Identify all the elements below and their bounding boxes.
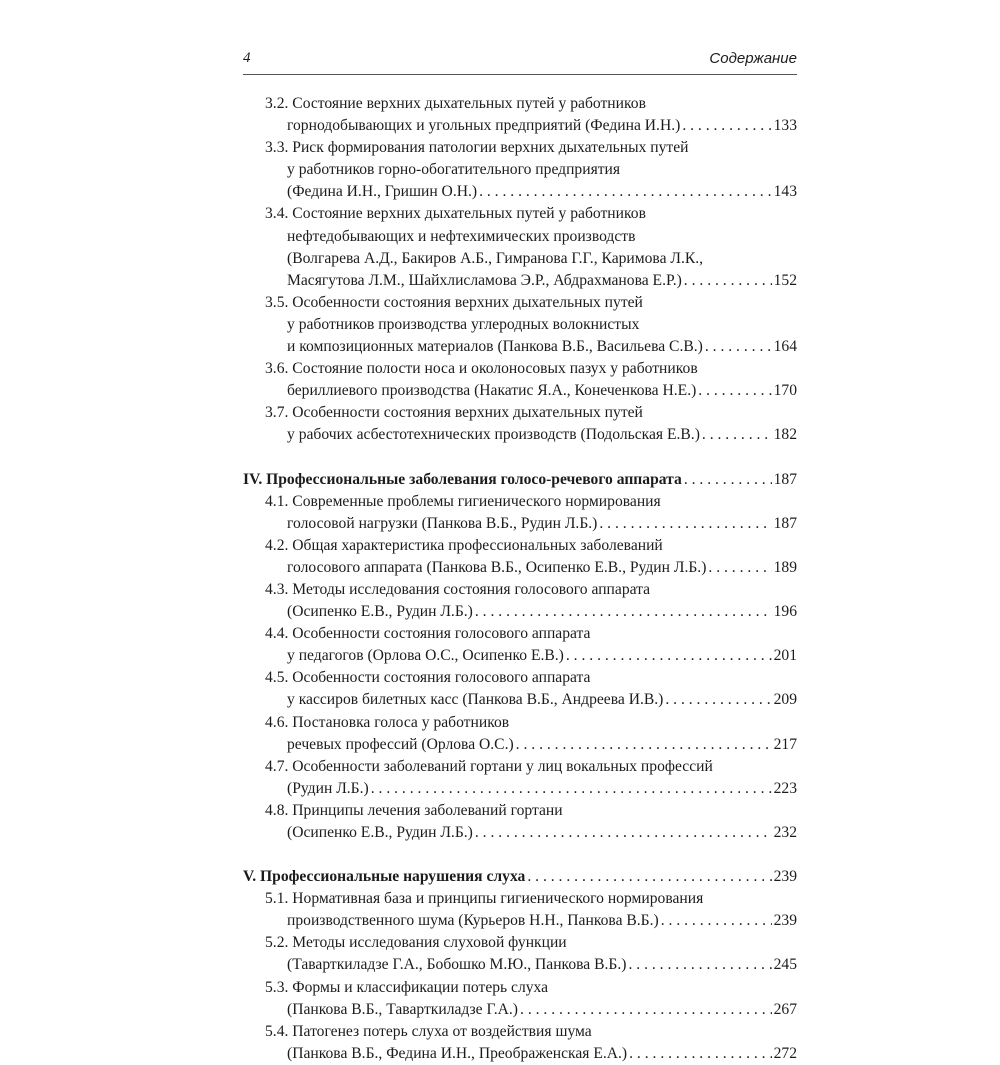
toc-page-number: 223: [773, 779, 797, 797]
dot-leader: [516, 734, 772, 756]
toc-section-entry[interactable]: [243, 800, 797, 844]
toc-section-entry[interactable]: [243, 491, 797, 535]
section-gap: [243, 447, 797, 469]
toc-entry-text: у рабочих асбестотехнических производств (Подольская Е.В.): [287, 426, 700, 444]
toc-entry-text: у педагогов (Орлова О.С., Осипенко Е.В.): [287, 647, 564, 665]
toc-page-number: 201: [773, 647, 797, 665]
toc-page-number: 170: [773, 382, 797, 400]
toc-entry-text: 4.2. Общая характеристика профессиональных заболеваний: [265, 536, 663, 554]
toc-entry-text: 3.4. Состояние верхних дыхательных путей у работников: [265, 205, 646, 223]
toc-page-number: 217: [773, 735, 797, 753]
toc-entry-text: 4.6. Постановка голоса у работников: [265, 713, 510, 731]
dot-leader: [661, 910, 772, 932]
toc-section-entry[interactable]: [243, 667, 797, 711]
dot-leader: [520, 999, 772, 1021]
dot-leader: [566, 645, 772, 667]
toc-page-number: 245: [773, 956, 797, 974]
toc-section-entry[interactable]: [243, 358, 797, 402]
toc-entry-text: у работников производства углеродных волокнистых: [287, 315, 640, 333]
dot-leader: [665, 689, 771, 711]
toc-page-number: 239: [773, 912, 797, 930]
toc-entry-text: 3.7. Особенности состояния верхних дыхательных путей: [265, 404, 643, 422]
toc-entry-text: Масягутова Л.М., Шайхлисламова Э.Р., Абдрахманова Е.Р.): [287, 271, 682, 289]
toc-entry-text: голосового аппарата (Панкова В.Б., Осипенко Е.В., Рудин Л.Б.): [287, 558, 707, 576]
toc-entry-text: и композиционных материалов (Панкова В.Б., Васильева С.В.): [287, 338, 703, 356]
dot-leader: [475, 601, 772, 623]
toc-section-entry[interactable]: [243, 623, 797, 667]
toc-entry-text: 5.4. Патогенез потерь слуха от воздействия шума: [265, 1022, 592, 1040]
toc-entry-text: (Рудин Л.Б.): [287, 779, 369, 797]
toc-entry-text: бериллиевого производства (Накатис Я.А., Конеченкова Н.Е.): [287, 382, 697, 400]
toc-page-number: 232: [773, 824, 797, 841]
toc-page-number: 152: [773, 271, 797, 289]
toc-entry-text: у работников горно-обогатительного предприятия: [287, 161, 621, 179]
toc-entry-text: 3.6. Состояние полости носа и околоносовых пазух у работников: [265, 360, 698, 378]
toc-chapter-entry[interactable]: [243, 469, 797, 491]
page-number: 4: [243, 50, 251, 66]
toc-section-entry[interactable]: [243, 579, 797, 623]
dot-leader: [684, 270, 772, 292]
header-rule: [243, 74, 797, 75]
toc-entry-text: (Осипенко Е.В., Рудин Л.Б.): [287, 824, 473, 841]
toc-entry-text: 4.1. Современные проблемы гигиенического нормирования: [265, 492, 661, 510]
toc-section-entry[interactable]: [243, 977, 797, 1021]
toc-entry-text: (Осипенко Е.В., Рудин Л.Б.): [287, 603, 473, 621]
toc-section-entry[interactable]: [243, 292, 797, 358]
toc-entry-text: 5.1. Нормативная база и принципы гигиенического нормирования: [265, 890, 704, 908]
toc-page-number: 133: [773, 117, 797, 135]
dot-leader: [708, 557, 771, 579]
toc-page-number: 209: [773, 691, 797, 709]
dot-leader: [682, 115, 771, 137]
toc-page-number: 182: [773, 426, 797, 444]
toc-page-number: 189: [773, 558, 797, 576]
toc-section-entry[interactable]: [243, 535, 797, 579]
dot-leader: [628, 954, 771, 976]
dot-leader: [479, 181, 772, 203]
dot-leader: [698, 380, 771, 402]
toc-entry-text: 4.7. Особенности заболеваний гортани у лиц вокальных профессий: [265, 757, 713, 775]
toc-entry-text: (Панкова В.Б., Таварткиладзе Г.А.): [287, 1000, 519, 1018]
toc-entry-text: 3.3. Риск формирования патологии верхних дыхательных путей: [265, 139, 689, 157]
toc-entry-text: 5.2. Методы исследования слуховой функции: [265, 934, 567, 952]
toc-entry-text: (Таварткиладзе Г.А., Бобошко М.Ю., Панкова В.Б.): [287, 956, 627, 974]
toc-entry-text: IV. Профессиональные заболевания голосо-речевого аппарата: [243, 470, 682, 488]
toc-page-number: 164: [773, 338, 797, 356]
toc-page-number: 239: [773, 868, 797, 886]
toc-entry-text: 4.8. Принципы лечения заболеваний гортани: [265, 801, 563, 819]
toc-chapter-entry[interactable]: [243, 866, 797, 888]
dot-leader: [702, 424, 772, 446]
toc-section-entry[interactable]: [243, 93, 797, 137]
toc-page-number: 187: [773, 470, 797, 488]
table-of-contents: [243, 93, 797, 1065]
toc-section-entry[interactable]: [243, 203, 797, 291]
toc-section-entry[interactable]: [243, 402, 797, 446]
toc-entry-text: нефтедобывающих и нефтехимических производств: [287, 227, 636, 245]
dot-leader: [705, 336, 772, 358]
toc-page-number: 143: [773, 183, 797, 201]
toc-section-entry[interactable]: [243, 932, 797, 976]
toc-page-number: 196: [773, 603, 797, 621]
toc-entry-text: 5.3. Формы и классификации потерь слуха: [265, 978, 549, 996]
dot-leader: [599, 513, 771, 535]
toc-entry-text: горнодобывающих и угольных предприятий (Федина И.Н.): [287, 117, 681, 135]
toc-entry-text: речевых профессий (Орлова О.С.): [287, 735, 514, 753]
toc-section-entry[interactable]: [243, 888, 797, 932]
toc-entry-text: 4.5. Особенности состояния голосового аппарата: [265, 669, 591, 687]
toc-entry-text: производственного шума (Курьеров Н.Н., Панкова В.Б.): [287, 912, 659, 930]
toc-entry-text: (Волгарева А.Д., Бакиров А.Б., Гимранова Г.Г., Каримова Л.К.,: [287, 249, 704, 267]
toc-page-number: 272: [773, 1044, 797, 1062]
dot-leader: [475, 822, 772, 844]
toc-section-entry[interactable]: [243, 712, 797, 756]
toc-entry-text: (Федина И.Н., Гришин О.Н.): [287, 183, 478, 201]
dot-leader: [684, 469, 772, 491]
toc-section-entry[interactable]: [243, 137, 797, 203]
toc-page-number: 267: [773, 1000, 797, 1018]
toc-entry-text: (Панкова В.Б., Федина И.Н., Преображенская Е.А.): [287, 1044, 628, 1062]
toc-section-entry[interactable]: [243, 1021, 797, 1065]
toc-page-number: 187: [773, 514, 797, 532]
toc-entry-text: у кассиров билетных касс (Панкова В.Б., Андреева И.В.): [287, 691, 664, 709]
dot-leader: [371, 778, 772, 800]
toc-entry-text: V. Профессиональные нарушения слуха: [243, 868, 526, 886]
dot-leader: [527, 866, 771, 888]
toc-entry-text: 4.4. Особенности состояния голосового аппарата: [265, 625, 591, 643]
toc-section-entry[interactable]: [243, 756, 797, 800]
toc-entry-text: голосовой нагрузки (Панкова В.Б., Рудин Л.Б.): [287, 514, 598, 532]
toc-entry-text: 3.2. Состояние верхних дыхательных путей у работников: [265, 95, 646, 112]
dot-leader: [629, 1043, 771, 1065]
running-head: Содержание: [709, 50, 797, 67]
toc-entry-text: 3.5. Особенности состояния верхних дыхательных путей: [265, 293, 643, 311]
toc-entry-text: 4.3. Методы исследования состояния голосового аппарата: [265, 580, 651, 598]
section-gap: [243, 844, 797, 866]
